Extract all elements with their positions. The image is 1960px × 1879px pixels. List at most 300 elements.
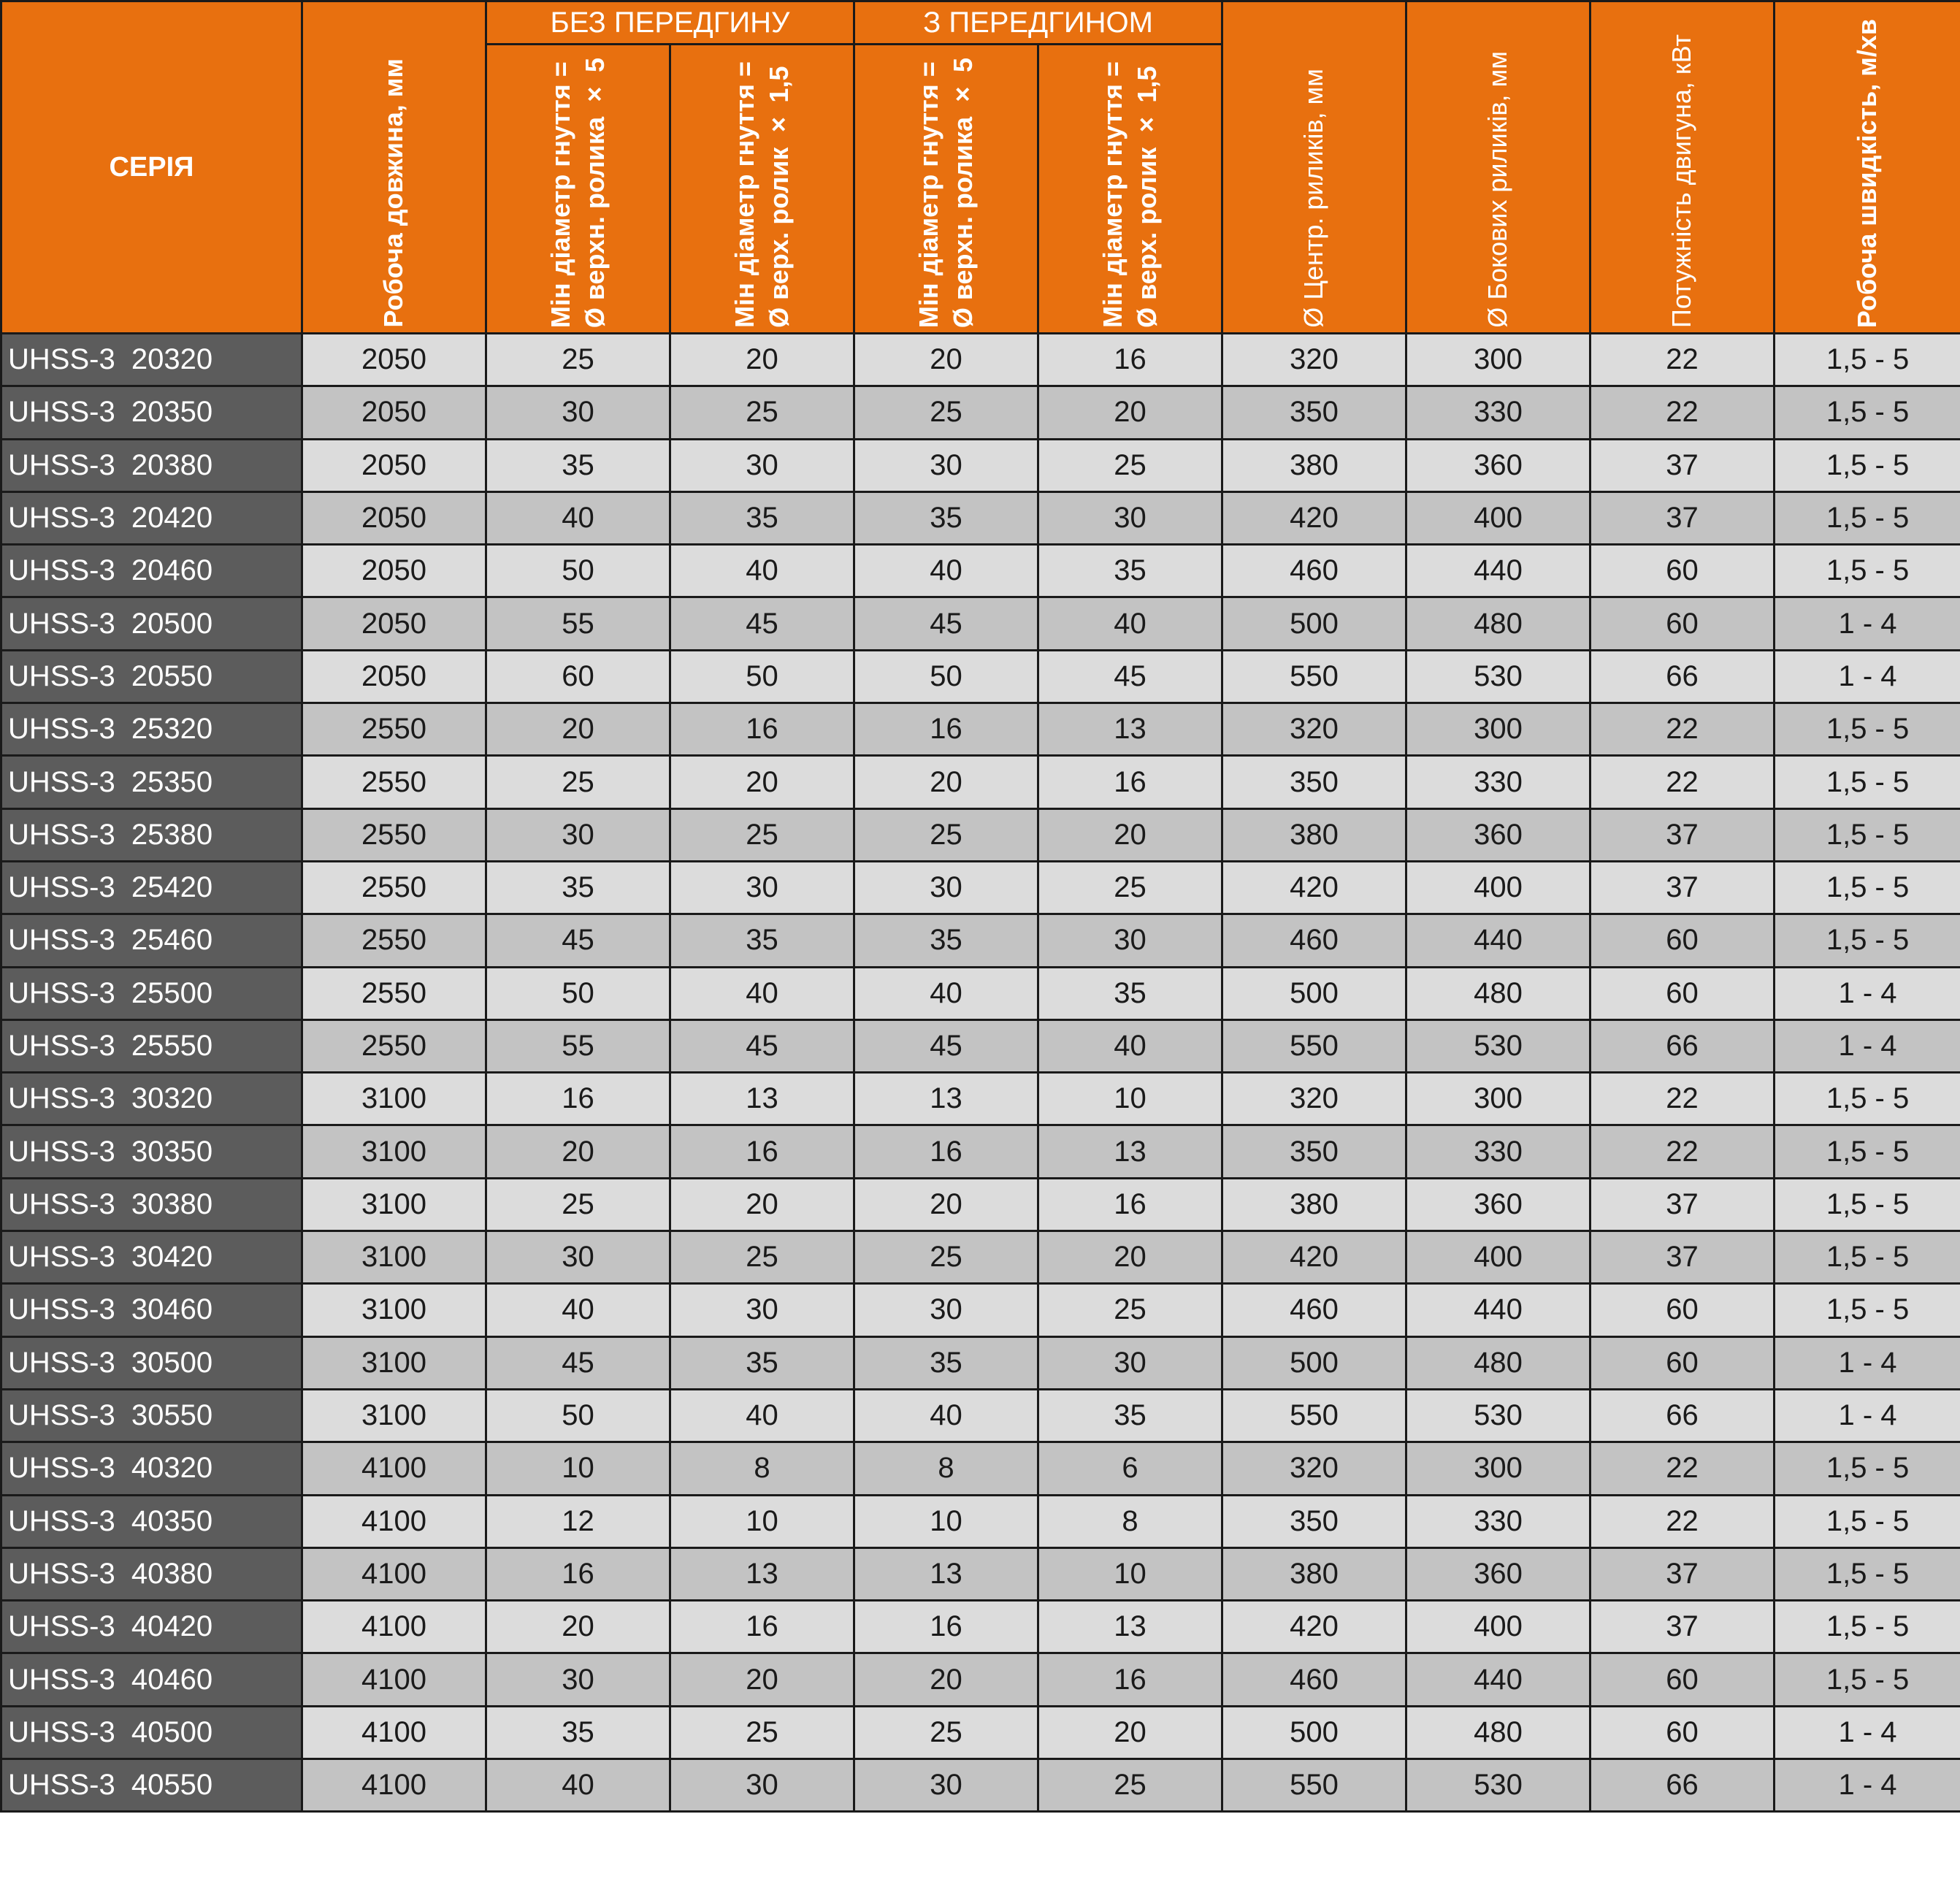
- no-prebend-x5-cell: 55: [486, 1019, 670, 1072]
- table-header: [1, 1, 1960, 334]
- center-roll-cell: 350: [1222, 1125, 1406, 1178]
- header-with-prebend-x5-label: Мін діаметр гнуття = Ø верхн. ролика × 5: [913, 57, 978, 328]
- with-prebend-x5-cell: 20: [854, 756, 1038, 808]
- no-prebend-x15-cell: 25: [670, 1231, 854, 1284]
- no-prebend-x5-cell: 50: [486, 545, 670, 597]
- center-roll-cell: 460: [1222, 914, 1406, 967]
- series-cell: UHSS-3 25460: [1, 914, 302, 967]
- no-prebend-x5-cell: 40: [486, 491, 670, 544]
- table-row: [1, 439, 1960, 491]
- no-prebend-x15-cell: 45: [670, 1019, 854, 1072]
- motor-power-cell: 22: [1590, 703, 1775, 756]
- center-roll-cell: 320: [1222, 1073, 1406, 1125]
- no-prebend-x15-cell: 16: [670, 1125, 854, 1178]
- center-roll-cell: 550: [1222, 650, 1406, 703]
- side-roll-cell: 400: [1406, 1231, 1590, 1284]
- center-roll-cell: 460: [1222, 1284, 1406, 1336]
- working-length-cell: 4100: [302, 1495, 486, 1547]
- no-prebend-x15-cell: 35: [670, 1336, 854, 1389]
- working-speed-cell: 1,5 - 5: [1775, 1073, 1960, 1125]
- no-prebend-x5-cell: 16: [486, 1073, 670, 1125]
- table-row: [1, 491, 1960, 544]
- table-row: [1, 650, 1960, 703]
- motor-power-cell: 37: [1590, 1231, 1775, 1284]
- series-cell: UHSS-3 30500: [1, 1336, 302, 1389]
- no-prebend-x5-cell: 45: [486, 914, 670, 967]
- side-roll-cell: 530: [1406, 1019, 1590, 1072]
- working-speed-cell: 1 - 4: [1775, 1706, 1960, 1759]
- no-prebend-x15-cell: 45: [670, 597, 854, 650]
- series-cell: UHSS-3 30460: [1, 1284, 302, 1336]
- table-row: [1, 1442, 1960, 1495]
- table-row: [1, 386, 1960, 439]
- working-length-cell: 3100: [302, 1389, 486, 1442]
- motor-power-cell: 60: [1590, 967, 1775, 1019]
- table-row: [1, 1389, 1960, 1442]
- table-row: [1, 1178, 1960, 1231]
- side-roll-cell: 330: [1406, 1495, 1590, 1547]
- center-roll-cell: 380: [1222, 1547, 1406, 1600]
- with-prebend-x15-cell: 25: [1038, 1284, 1222, 1336]
- working-length-cell: 2550: [302, 756, 486, 808]
- with-prebend-x5-cell: 45: [854, 597, 1038, 650]
- center-roll-cell: 550: [1222, 1759, 1406, 1812]
- series-cell: UHSS-3 20350: [1, 386, 302, 439]
- working-speed-cell: 1 - 4: [1775, 1336, 1960, 1389]
- with-prebend-x15-cell: 16: [1038, 756, 1222, 808]
- working-speed-cell: 1 - 4: [1775, 597, 1960, 650]
- working-length-cell: 3100: [302, 1178, 486, 1231]
- working-length-cell: 3100: [302, 1336, 486, 1389]
- working-speed-cell: 1 - 4: [1775, 1389, 1960, 1442]
- no-prebend-x5-cell: 30: [486, 808, 670, 861]
- table-row: [1, 1336, 1960, 1389]
- with-prebend-x15-cell: 40: [1038, 597, 1222, 650]
- side-roll-cell: 480: [1406, 1336, 1590, 1389]
- with-prebend-x15-cell: 20: [1038, 1706, 1222, 1759]
- no-prebend-x15-cell: 40: [670, 545, 854, 597]
- series-cell: UHSS-3 20500: [1, 597, 302, 650]
- with-prebend-x15-cell: 13: [1038, 1125, 1222, 1178]
- center-roll-cell: 320: [1222, 1442, 1406, 1495]
- no-prebend-x15-cell: 20: [670, 1178, 854, 1231]
- center-roll-cell: 380: [1222, 808, 1406, 861]
- header-working-length-label: Робоча довжина, мм: [378, 58, 409, 328]
- working-speed-cell: 1,5 - 5: [1775, 386, 1960, 439]
- table-body: [1, 334, 1960, 1812]
- motor-power-cell: 37: [1590, 491, 1775, 544]
- header-with-prebend-x5: [854, 45, 1038, 334]
- working-length-cell: 2550: [302, 808, 486, 861]
- motor-power-cell: 60: [1590, 914, 1775, 967]
- with-prebend-x15-cell: 35: [1038, 1389, 1222, 1442]
- no-prebend-x15-cell: 13: [670, 1547, 854, 1600]
- no-prebend-x5-cell: 55: [486, 597, 670, 650]
- series-cell: UHSS-3 20420: [1, 491, 302, 544]
- working-speed-cell: 1,5 - 5: [1775, 1442, 1960, 1495]
- with-prebend-x15-cell: 10: [1038, 1547, 1222, 1600]
- with-prebend-x15-cell: 16: [1038, 1178, 1222, 1231]
- with-prebend-x15-cell: 40: [1038, 1019, 1222, 1072]
- working-speed-cell: 1,5 - 5: [1775, 545, 1960, 597]
- header-no-prebend-x5-label: Мін діаметр гнуття = Ø верхн. ролика × 5: [545, 57, 610, 328]
- header-no-prebend-x5: [486, 45, 670, 334]
- header-motor-power: [1590, 1, 1775, 334]
- center-roll-cell: 500: [1222, 1336, 1406, 1389]
- motor-power-cell: 22: [1590, 386, 1775, 439]
- side-roll-cell: 480: [1406, 1706, 1590, 1759]
- with-prebend-x15-cell: 10: [1038, 1073, 1222, 1125]
- series-cell: UHSS-3 30320: [1, 1073, 302, 1125]
- with-prebend-x5-cell: 20: [854, 334, 1038, 386]
- no-prebend-x5-cell: 20: [486, 1601, 670, 1653]
- with-prebend-x5-cell: 13: [854, 1073, 1038, 1125]
- with-prebend-x5-cell: 35: [854, 914, 1038, 967]
- header-motor-power-label: Потужність двигуна, кВт: [1666, 34, 1697, 328]
- header-no-prebend-x15-label: Мін діаметр гнуття = Ø верх. ролик × 1,5: [729, 61, 794, 328]
- with-prebend-x5-cell: 25: [854, 1706, 1038, 1759]
- working-length-cell: 4100: [302, 1706, 486, 1759]
- center-roll-cell: 500: [1222, 967, 1406, 1019]
- motor-power-cell: 60: [1590, 545, 1775, 597]
- working-length-cell: 3100: [302, 1284, 486, 1336]
- no-prebend-x5-cell: 25: [486, 334, 670, 386]
- with-prebend-x15-cell: 25: [1038, 1759, 1222, 1812]
- header-series: СЕРІЯ: [1, 1, 302, 334]
- with-prebend-x15-cell: 30: [1038, 491, 1222, 544]
- with-prebend-x5-cell: 30: [854, 861, 1038, 914]
- no-prebend-x15-cell: 8: [670, 1442, 854, 1495]
- working-length-cell: 2050: [302, 439, 486, 491]
- no-prebend-x15-cell: 35: [670, 491, 854, 544]
- with-prebend-x5-cell: 8: [854, 1442, 1038, 1495]
- no-prebend-x15-cell: 25: [670, 1706, 854, 1759]
- series-cell: UHSS-3 40380: [1, 1547, 302, 1600]
- working-speed-cell: 1,5 - 5: [1775, 1125, 1960, 1178]
- table-row: [1, 1125, 1960, 1178]
- motor-power-cell: 60: [1590, 1284, 1775, 1336]
- table-row: [1, 967, 1960, 1019]
- with-prebend-x5-cell: 16: [854, 703, 1038, 756]
- with-prebend-x15-cell: 35: [1038, 967, 1222, 1019]
- no-prebend-x15-cell: 16: [670, 1601, 854, 1653]
- working-length-cell: 2050: [302, 386, 486, 439]
- center-roll-cell: 350: [1222, 1495, 1406, 1547]
- side-roll-cell: 300: [1406, 703, 1590, 756]
- series-cell: UHSS-3 20380: [1, 439, 302, 491]
- with-prebend-x5-cell: 30: [854, 1284, 1038, 1336]
- working-speed-cell: 1,5 - 5: [1775, 808, 1960, 861]
- no-prebend-x5-cell: 20: [486, 703, 670, 756]
- working-speed-cell: 1,5 - 5: [1775, 1495, 1960, 1547]
- side-roll-cell: 530: [1406, 650, 1590, 703]
- with-prebend-x5-cell: 13: [854, 1547, 1038, 1600]
- working-length-cell: 4100: [302, 1759, 486, 1812]
- no-prebend-x5-cell: 45: [486, 1336, 670, 1389]
- working-speed-cell: 1,5 - 5: [1775, 334, 1960, 386]
- series-cell: UHSS-3 30550: [1, 1389, 302, 1442]
- table-row: [1, 1019, 1960, 1072]
- side-roll-cell: 330: [1406, 386, 1590, 439]
- with-prebend-x5-cell: 45: [854, 1019, 1038, 1072]
- with-prebend-x5-cell: 30: [854, 439, 1038, 491]
- table-row: [1, 1653, 1960, 1706]
- with-prebend-x15-cell: 16: [1038, 1653, 1222, 1706]
- working-speed-cell: 1 - 4: [1775, 967, 1960, 1019]
- working-speed-cell: 1,5 - 5: [1775, 1653, 1960, 1706]
- series-cell: UHSS-3 40350: [1, 1495, 302, 1547]
- side-roll-cell: 440: [1406, 1284, 1590, 1336]
- with-prebend-x5-cell: 25: [854, 808, 1038, 861]
- working-length-cell: 2550: [302, 1019, 486, 1072]
- working-length-cell: 2550: [302, 703, 486, 756]
- no-prebend-x5-cell: 60: [486, 650, 670, 703]
- with-prebend-x5-cell: 25: [854, 386, 1038, 439]
- no-prebend-x5-cell: 16: [486, 1547, 670, 1600]
- with-prebend-x15-cell: 25: [1038, 861, 1222, 914]
- with-prebend-x5-cell: 16: [854, 1601, 1038, 1653]
- header-with-prebend-x15-label: Мін діаметр гнуття = Ø верх. ролик × 1,5: [1097, 61, 1162, 328]
- table-row: [1, 545, 1960, 597]
- side-roll-cell: 530: [1406, 1389, 1590, 1442]
- center-roll-cell: 550: [1222, 1019, 1406, 1072]
- no-prebend-x5-cell: 25: [486, 756, 670, 808]
- header-center-roll-label: Ø Центр. риликів, мм: [1298, 69, 1329, 328]
- series-cell: UHSS-3 25550: [1, 1019, 302, 1072]
- no-prebend-x15-cell: 30: [670, 861, 854, 914]
- no-prebend-x5-cell: 30: [486, 386, 670, 439]
- series-cell: UHSS-3 30350: [1, 1125, 302, 1178]
- working-speed-cell: 1,5 - 5: [1775, 1231, 1960, 1284]
- working-length-cell: 2050: [302, 334, 486, 386]
- series-cell: UHSS-3 30380: [1, 1178, 302, 1231]
- with-prebend-x5-cell: 16: [854, 1125, 1038, 1178]
- no-prebend-x5-cell: 12: [486, 1495, 670, 1547]
- table-row: [1, 1706, 1960, 1759]
- motor-power-cell: 60: [1590, 1653, 1775, 1706]
- motor-power-cell: 60: [1590, 1336, 1775, 1389]
- with-prebend-x15-cell: 35: [1038, 545, 1222, 597]
- center-roll-cell: 420: [1222, 491, 1406, 544]
- no-prebend-x15-cell: 50: [670, 650, 854, 703]
- working-speed-cell: 1,5 - 5: [1775, 1284, 1960, 1336]
- table-row: [1, 1231, 1960, 1284]
- series-cell: UHSS-3 25420: [1, 861, 302, 914]
- no-prebend-x15-cell: 30: [670, 1284, 854, 1336]
- side-roll-cell: 530: [1406, 1759, 1590, 1812]
- working-speed-cell: 1,5 - 5: [1775, 861, 1960, 914]
- no-prebend-x15-cell: 30: [670, 439, 854, 491]
- side-roll-cell: 360: [1406, 808, 1590, 861]
- center-roll-cell: 460: [1222, 545, 1406, 597]
- motor-power-cell: 60: [1590, 1706, 1775, 1759]
- working-length-cell: 2050: [302, 597, 486, 650]
- series-cell: UHSS-3 40550: [1, 1759, 302, 1812]
- header-group-no-prebend: БЕЗ ПЕРЕДГИНУ: [486, 1, 854, 45]
- working-length-cell: 4100: [302, 1653, 486, 1706]
- with-prebend-x15-cell: 20: [1038, 386, 1222, 439]
- motor-power-cell: 66: [1590, 1759, 1775, 1812]
- table-row: [1, 756, 1960, 808]
- side-roll-cell: 300: [1406, 1442, 1590, 1495]
- working-speed-cell: 1,5 - 5: [1775, 1178, 1960, 1231]
- series-cell: UHSS-3 20550: [1, 650, 302, 703]
- no-prebend-x5-cell: 20: [486, 1125, 670, 1178]
- with-prebend-x5-cell: 35: [854, 1336, 1038, 1389]
- working-length-cell: 4100: [302, 1547, 486, 1600]
- with-prebend-x5-cell: 40: [854, 967, 1038, 1019]
- center-roll-cell: 350: [1222, 756, 1406, 808]
- with-prebend-x15-cell: 13: [1038, 703, 1222, 756]
- motor-power-cell: 37: [1590, 808, 1775, 861]
- table-row: [1, 914, 1960, 967]
- working-length-cell: 4100: [302, 1442, 486, 1495]
- with-prebend-x5-cell: 10: [854, 1495, 1038, 1547]
- side-roll-cell: 440: [1406, 1653, 1590, 1706]
- side-roll-cell: 330: [1406, 1125, 1590, 1178]
- with-prebend-x15-cell: 30: [1038, 1336, 1222, 1389]
- with-prebend-x15-cell: 30: [1038, 914, 1222, 967]
- side-roll-cell: 360: [1406, 439, 1590, 491]
- header-working-length: [302, 1, 486, 334]
- center-roll-cell: 380: [1222, 439, 1406, 491]
- header-working-speed: [1775, 1, 1960, 334]
- working-speed-cell: 1 - 4: [1775, 1019, 1960, 1072]
- no-prebend-x15-cell: 20: [670, 756, 854, 808]
- side-roll-cell: 480: [1406, 967, 1590, 1019]
- motor-power-cell: 22: [1590, 1442, 1775, 1495]
- working-speed-cell: 1,5 - 5: [1775, 703, 1960, 756]
- motor-power-cell: 37: [1590, 439, 1775, 491]
- side-roll-cell: 330: [1406, 756, 1590, 808]
- no-prebend-x15-cell: 25: [670, 386, 854, 439]
- no-prebend-x15-cell: 35: [670, 914, 854, 967]
- with-prebend-x5-cell: 50: [854, 650, 1038, 703]
- center-roll-cell: 420: [1222, 861, 1406, 914]
- header-center-roll: [1222, 1, 1406, 334]
- no-prebend-x5-cell: 50: [486, 1389, 670, 1442]
- working-length-cell: 2050: [302, 545, 486, 597]
- table-row: [1, 1073, 1960, 1125]
- no-prebend-x5-cell: 25: [486, 1178, 670, 1231]
- table-row: [1, 1759, 1960, 1812]
- side-roll-cell: 360: [1406, 1178, 1590, 1231]
- header-group-with-prebend: З ПЕРЕДГИНОМ: [854, 1, 1222, 45]
- working-speed-cell: 1,5 - 5: [1775, 756, 1960, 808]
- no-prebend-x15-cell: 30: [670, 1759, 854, 1812]
- series-cell: UHSS-3 20460: [1, 545, 302, 597]
- no-prebend-x15-cell: 20: [670, 1653, 854, 1706]
- motor-power-cell: 37: [1590, 861, 1775, 914]
- motor-power-cell: 37: [1590, 1178, 1775, 1231]
- side-roll-cell: 440: [1406, 914, 1590, 967]
- working-length-cell: 2050: [302, 650, 486, 703]
- with-prebend-x5-cell: 20: [854, 1653, 1038, 1706]
- center-roll-cell: 420: [1222, 1231, 1406, 1284]
- with-prebend-x5-cell: 30: [854, 1759, 1038, 1812]
- center-roll-cell: 320: [1222, 703, 1406, 756]
- no-prebend-x15-cell: 40: [670, 1389, 854, 1442]
- series-cell: UHSS-3 40500: [1, 1706, 302, 1759]
- working-length-cell: 2550: [302, 914, 486, 967]
- no-prebend-x15-cell: 25: [670, 808, 854, 861]
- no-prebend-x5-cell: 40: [486, 1284, 670, 1336]
- no-prebend-x15-cell: 40: [670, 967, 854, 1019]
- table-row: [1, 334, 1960, 386]
- motor-power-cell: 37: [1590, 1547, 1775, 1600]
- working-length-cell: 2550: [302, 861, 486, 914]
- center-roll-cell: 500: [1222, 1706, 1406, 1759]
- no-prebend-x5-cell: 30: [486, 1653, 670, 1706]
- motor-power-cell: 60: [1590, 597, 1775, 650]
- no-prebend-x5-cell: 35: [486, 1706, 670, 1759]
- header-side-roll: [1406, 1, 1590, 334]
- no-prebend-x15-cell: 20: [670, 334, 854, 386]
- working-length-cell: 2050: [302, 491, 486, 544]
- series-cell: UHSS-3 40460: [1, 1653, 302, 1706]
- working-length-cell: 2550: [302, 967, 486, 1019]
- series-cell: UHSS-3 40420: [1, 1601, 302, 1653]
- header-with-prebend-x15: [1038, 45, 1222, 334]
- table-row: [1, 597, 1960, 650]
- table-row: [1, 1601, 1960, 1653]
- working-speed-cell: 1,5 - 5: [1775, 439, 1960, 491]
- working-length-cell: 3100: [302, 1073, 486, 1125]
- no-prebend-x5-cell: 30: [486, 1231, 670, 1284]
- no-prebend-x15-cell: 16: [670, 703, 854, 756]
- working-speed-cell: 1 - 4: [1775, 650, 1960, 703]
- working-speed-cell: 1,5 - 5: [1775, 1547, 1960, 1600]
- no-prebend-x15-cell: 13: [670, 1073, 854, 1125]
- no-prebend-x15-cell: 10: [670, 1495, 854, 1547]
- with-prebend-x5-cell: 40: [854, 1389, 1038, 1442]
- center-roll-cell: 320: [1222, 334, 1406, 386]
- center-roll-cell: 550: [1222, 1389, 1406, 1442]
- no-prebend-x5-cell: 40: [486, 1759, 670, 1812]
- series-cell: UHSS-3 25380: [1, 808, 302, 861]
- side-roll-cell: 400: [1406, 491, 1590, 544]
- series-cell: UHSS-3 30420: [1, 1231, 302, 1284]
- side-roll-cell: 300: [1406, 334, 1590, 386]
- motor-power-cell: 22: [1590, 1073, 1775, 1125]
- working-length-cell: 3100: [302, 1125, 486, 1178]
- with-prebend-x5-cell: 35: [854, 491, 1038, 544]
- no-prebend-x5-cell: 10: [486, 1442, 670, 1495]
- center-roll-cell: 380: [1222, 1178, 1406, 1231]
- side-roll-cell: 360: [1406, 1547, 1590, 1600]
- motor-power-cell: 22: [1590, 756, 1775, 808]
- with-prebend-x15-cell: 16: [1038, 334, 1222, 386]
- series-cell: UHSS-3 25500: [1, 967, 302, 1019]
- with-prebend-x15-cell: 6: [1038, 1442, 1222, 1495]
- header-working-speed-label: Робоча швидкість, м/хв: [1852, 18, 1883, 328]
- table-row: [1, 1547, 1960, 1600]
- working-length-cell: 3100: [302, 1231, 486, 1284]
- with-prebend-x15-cell: 8: [1038, 1495, 1222, 1547]
- header-side-roll-label: Ø Бокових риликів, мм: [1482, 51, 1513, 328]
- with-prebend-x15-cell: 13: [1038, 1601, 1222, 1653]
- working-length-cell: 4100: [302, 1601, 486, 1653]
- motor-power-cell: 22: [1590, 1125, 1775, 1178]
- no-prebend-x5-cell: 35: [486, 861, 670, 914]
- with-prebend-x15-cell: 20: [1038, 808, 1222, 861]
- motor-power-cell: 66: [1590, 1019, 1775, 1072]
- with-prebend-x15-cell: 45: [1038, 650, 1222, 703]
- table-row: [1, 1284, 1960, 1336]
- table-row: [1, 703, 1960, 756]
- motor-power-cell: 22: [1590, 1495, 1775, 1547]
- with-prebend-x5-cell: 20: [854, 1178, 1038, 1231]
